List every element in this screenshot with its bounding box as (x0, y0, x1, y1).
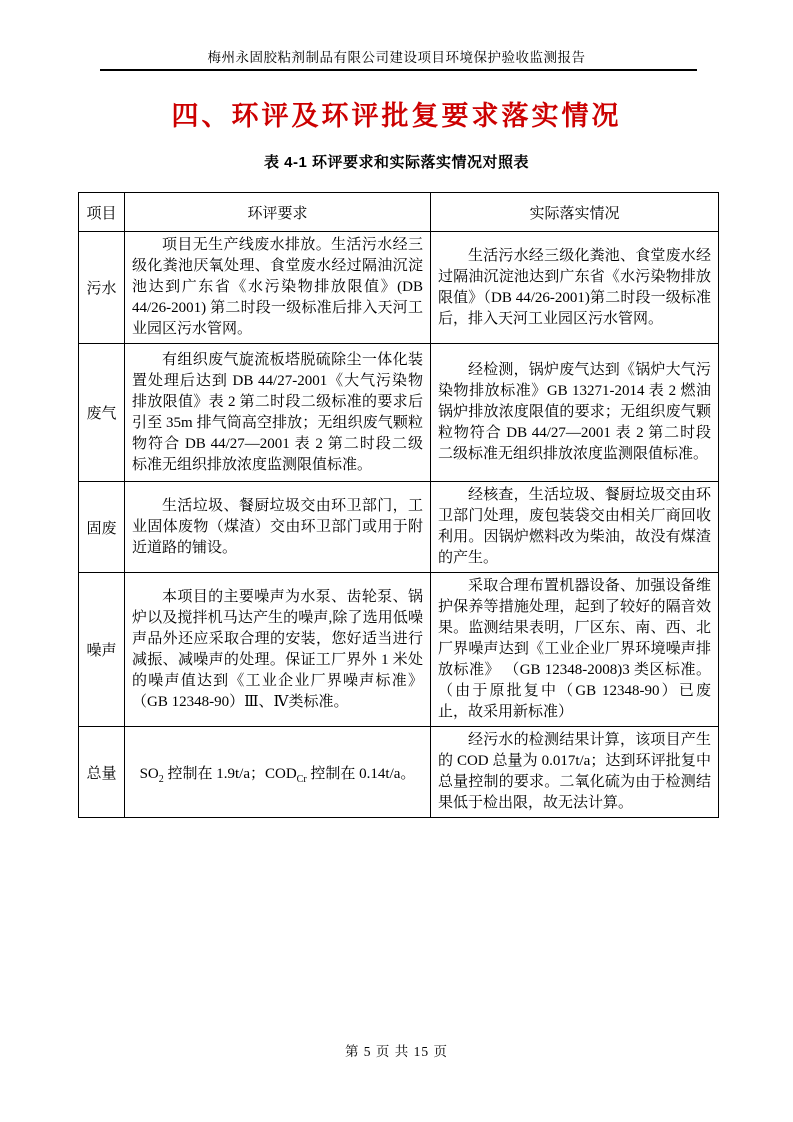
implementation-text: 生活污水经三级化粪池、食堂废水经过隔油沉淀池达到广东省《水污染物排放限值》（DB 44/26-2001)第二时段一级标准后，排入天河工业园区污水管网。 (438, 247, 711, 327)
row-label-exhaust-gas: 废气 (79, 344, 125, 482)
implementation-text: 经检测，锅炉废气达到《锅炉大气污染物排放标准》GB 13271-2014 表 2 燃油锅炉排放浓度限值的要求；无组织废气颗粒物符合 DB 44/27—2001 表 2 第二时段二级标准无组织排放浓度监测限值标准。 (438, 362, 711, 462)
cod-text: 控制在 1.9t/a；COD (163, 765, 297, 782)
requirement-cell (125, 232, 431, 344)
requirement-cell (125, 482, 431, 573)
requirement-text: 生活垃圾、餐厨垃圾交由环卫部门，工业固体废物（煤渣）交由环卫部门或用于附近道路的铺设。 (132, 497, 423, 556)
requirement-text: 本项目的主要噪声为水泵、齿轮泵、锅炉以及搅拌机马达产生的噪声,除了选用低噪声品外还应采取合理的安装，您好适当进行减振、减噪声的处理。保证工厂界外 1 米处的噪声值达到《工业企业厂界噪声标准》（GB 12348-90）Ⅲ、Ⅳ类标准。 (132, 588, 423, 710)
table-caption: 表 4-1 环评要求和实际落实情况对照表 (263, 154, 530, 171)
so2-text: SO (139, 765, 159, 782)
comparison-table (78, 192, 719, 818)
implementation-text: 经污水的检测结果计算，该项目产生的 COD 总量为 0.017t/a；达到环评批复中总量控制的要求。二氧化硫为由于检测结果低于检出限，故无法计算。 (438, 732, 711, 811)
implementation-cell (431, 573, 719, 727)
implementation-cell (431, 344, 719, 482)
requirement-cell (125, 727, 431, 818)
cod-subscript: Cr (296, 773, 307, 785)
requirement-cell (125, 344, 431, 482)
implementation-cell (431, 232, 719, 344)
row-label-wastewater: 污水 (79, 232, 125, 344)
row-label-solid-waste: 固废 (79, 482, 125, 573)
requirement-cell (125, 573, 431, 727)
implementation-cell (431, 482, 719, 573)
implementation-text: 经核查，生活垃圾、餐厨垃圾交由环卫部门处理，废包装袋交由相关厂商回收利用。因锅炉燃料改为柴油，故没有煤渣的产生。 (438, 487, 711, 566)
page-title: 四、环评及环评批复要求落实情况 (171, 101, 622, 131)
implementation-text: 采取合理布置机器设备、加强设备维护保养等措施处理，起到了较好的隔音效果。监测结果表明，厂区东、南、西、北厂界噪声达到《工业企业厂界环境噪声排放标准》 （GB 12348-2008)3 类区标准。（由于原批复中（GB 12348-90）已废止，故采用新标准） (438, 578, 711, 720)
requirement-text: 有组织废气旋流板塔脱硫除尘一体化装置处理后达到 DB 44/27-2001《大气污染物排放限值》表 2 第二时段二级标准的要求后引至 35m 排气筒高空排放；无组织废气颗粒物符合 DB 44/27—2001 表 2 第二时段二级标准无组织排放浓度监测限值标准。 (132, 351, 423, 473)
row-label-total-amount: 总量 (79, 727, 125, 818)
row-label-noise: 噪声 (79, 573, 125, 727)
requirement-text: 项目无生产线废水排放。生活污水经三级化粪池厌氧处理、食堂废水经过隔油沉淀池达到广东省《水污染物排放限值》(DB 44/26-2001) 第二时段一级标准后排入天河工业园区污水管网。 (132, 237, 423, 337)
table-row-noise (79, 573, 719, 727)
column-header-requirement: 环评要求 (125, 193, 431, 232)
so2-subscript: 2 (158, 773, 164, 785)
table-row-solid-waste (79, 482, 719, 573)
table-row-exhaust-gas (79, 344, 719, 482)
column-header-implementation: 实际落实情况 (431, 193, 719, 232)
table-header-row (79, 193, 719, 232)
header-rule (100, 69, 697, 71)
implementation-cell (431, 727, 719, 818)
table-row-total-amount (79, 727, 719, 818)
total-requirement-tail: 控制在 0.14t/a。 (306, 765, 416, 782)
table-row-wastewater (79, 232, 719, 344)
column-header-item: 项目 (79, 193, 125, 232)
page-header: 梅州永固胶粘剂制品有限公司建设项目环境保护验收监测报告 (207, 50, 586, 65)
page-footer: 第 5 页 共 15 页 (344, 1044, 449, 1059)
